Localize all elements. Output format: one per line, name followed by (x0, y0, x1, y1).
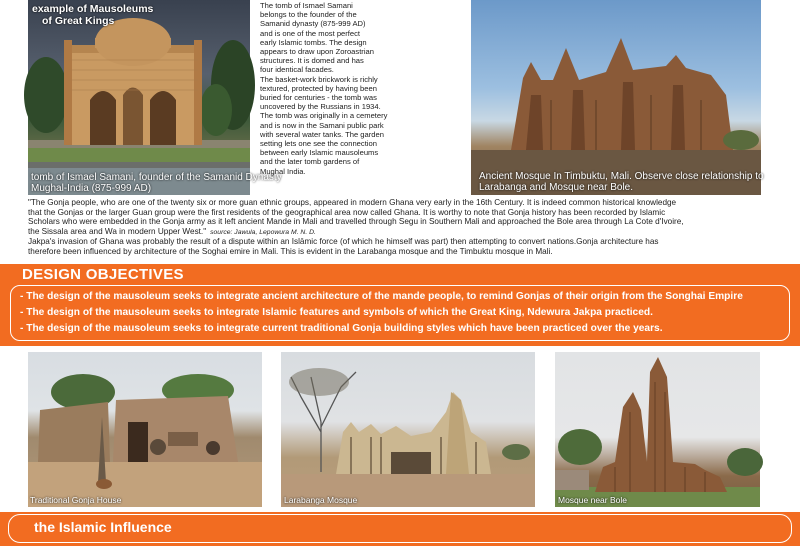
bole-mosque-illustration (555, 352, 760, 507)
gonja-house-illustration (28, 352, 262, 507)
photo-title-line2: of Great Kings (42, 15, 115, 27)
samani-text-line: four identical facades. (260, 65, 334, 75)
samani-text-line: appears to draw upon Zoroastrian (260, 47, 374, 57)
history-text-line-end: the Sissala area and Wa in modern Upper West." (28, 226, 207, 236)
caption-line2: Mughal-India (875-999 AD) (31, 183, 152, 194)
bole-caption: Mosque near Bole (558, 495, 627, 505)
samani-photo-caption (31, 172, 282, 194)
samani-text-line: textured, protected by having been (260, 83, 377, 93)
timbuktu-mosque-photo (471, 0, 764, 195)
samani-text-line: The tomb of Ismael Samani (260, 1, 353, 10)
gonja-history-paragraph (28, 198, 793, 257)
design-objectives-title: DESIGN OBJECTIVES (22, 266, 184, 283)
timbuktu-photo-caption (479, 171, 764, 193)
history-text-line (28, 227, 793, 238)
caption-line1: Ancient Mosque In Timbuktu, Mali. Observe close relationship to (479, 171, 764, 182)
samani-mausoleum-photo (28, 0, 282, 195)
timbuktu-mosque-illustration (471, 0, 764, 195)
samani-mausoleum-illustration (28, 0, 282, 195)
samani-text-line: Samanid dynasty (875-999 AD) (260, 19, 366, 29)
samani-text-line: between early Islamic mausoleums (260, 148, 379, 158)
gonja-house-caption: Traditional Gonja House (30, 495, 122, 505)
photo-title-line1: example of Mausoleums (32, 3, 154, 15)
samani-text-line: and is one of the most perfect (260, 28, 361, 38)
jakpa-text-line: Jakpa's invasion of Ghana was probably the result of a dispute within an Islāmic force (of which he himself was part) then attempting to convert nations.Gonja architecture has (28, 237, 659, 247)
samani-text-line: early Islamic tombs. The design (260, 37, 367, 47)
history-text-line: "The Gonja people, who are one of the twenty six or more guan ethnic groups, appeared in modern Ghana very early in the 16th Century. It is indeed common historical knowledge (28, 198, 677, 207)
jakpa-text-line: therefore been influenced by architecture of the Soghai emire in Mali. This is evident in the Larabanga mosque and the Timbuktu mosque in Mali. (28, 246, 553, 256)
gonja-house-photo (28, 352, 262, 507)
samani-text-line: setting lets one see the connection (260, 139, 377, 149)
samani-text-line: The tomb was originally in a cemetery (260, 111, 388, 121)
samani-text-line: Mughal India. (260, 166, 306, 176)
samani-text-line: belongs to the founder of the (260, 10, 357, 20)
samani-text-line: uncovered by the Russians in 1934. (260, 102, 381, 112)
samani-text-line: The basket-work brickwork is richly (260, 74, 378, 84)
samani-text-line: structures. It is domed and has (260, 56, 364, 66)
samani-text-line: with several water tanks. The garden (260, 129, 384, 139)
history-source: source: Jawula, Lepowura M. N. D. (210, 228, 316, 236)
samani-text-line: and is now in the Samani public park (260, 120, 384, 130)
islamic-influence-title: the Islamic Influence (34, 519, 172, 535)
objective-item-3: - The design of the mausoleum seeks to integrate current traditional Gonja building styles which have been practiced over the years. (20, 323, 663, 334)
bole-mosque-photo (555, 352, 760, 507)
caption-line2: Larabanga and Mosque near Bole. (479, 182, 634, 193)
caption-line1: tomb of Ismael Samani, founder of the Samanid Dynasty (31, 172, 282, 183)
samani-text-line: buried for centuries - the tomb was (260, 93, 377, 103)
samani-description (260, 1, 460, 176)
objective-item-2: - The design of the mausoleum seeks to integrate Islamic features and symbols of which the Great King, Ndewura Jakpa practiced. (20, 307, 653, 318)
history-text-line: Scholars who were embedded in the Gonja army as it left ancient Mande in Mali and travelled through Segu in Southern Mali and approached the Bole area through La Cote d'Ivoire, (28, 217, 684, 227)
photo-title-mausoleums (32, 3, 153, 27)
larabanga-caption: Larabanga Mosque (284, 495, 358, 505)
larabanga-mosque-illustration (281, 352, 535, 507)
objective-item-1: - The design of the mausoleum seeks to integrate ancient architecture of the mande people, to remind Gonjas of their origin from the Songhai Empire (20, 291, 743, 302)
larabanga-mosque-photo (281, 352, 535, 507)
samani-text-line: and the later tomb gardens of (260, 157, 360, 167)
history-text-line: that the Gonjas or the larger Guan group were the first residents of the geographical area now called Ghana. It is worthy to note that Gonja history has been recorded by Islamic (28, 207, 666, 217)
